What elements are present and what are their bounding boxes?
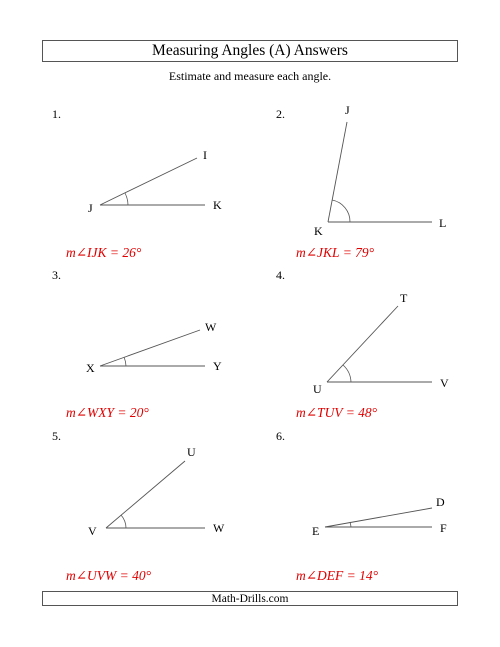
problem-number: 3. xyxy=(52,268,61,282)
angle-arc xyxy=(125,193,128,205)
problem-number: 6. xyxy=(276,429,285,443)
angle-arc xyxy=(332,200,350,222)
problem-number: 5. xyxy=(52,429,61,443)
instructions-text: Estimate and measure each angle. xyxy=(168,69,332,83)
answer-text: m∠UVW = 40° xyxy=(66,568,152,583)
worksheet-title: Measuring Angles (A) Answers xyxy=(42,40,458,62)
angle-arc xyxy=(124,357,126,366)
arm-label: D xyxy=(436,495,445,509)
footer-site: Math-Drills.com xyxy=(42,591,458,606)
angle-ray xyxy=(100,158,197,205)
arm-label: W xyxy=(205,320,217,334)
arm-label: V xyxy=(440,376,449,390)
problem-3 xyxy=(52,268,222,420)
vertex-label: J xyxy=(88,201,93,215)
answer-text: m∠IJK = 26° xyxy=(66,245,142,260)
arm-label: K xyxy=(213,198,222,212)
arm-label: W xyxy=(213,521,225,535)
problem-1 xyxy=(52,107,222,260)
vertex-label: X xyxy=(86,361,95,375)
angle-ray xyxy=(100,330,200,366)
arm-label: F xyxy=(440,521,447,535)
arm-label: I xyxy=(203,148,207,162)
arm-label: J xyxy=(345,103,350,117)
answer-text: m∠WXY = 20° xyxy=(66,405,149,420)
angle-ray xyxy=(106,461,185,528)
arm-label: U xyxy=(187,445,196,459)
vertex-label: E xyxy=(312,524,320,538)
vertex-label: U xyxy=(313,382,322,396)
vertex-label: V xyxy=(88,524,97,538)
answer-text: m∠JKL = 79° xyxy=(296,245,375,260)
arm-label: L xyxy=(439,216,447,230)
vertex-label: K xyxy=(314,224,323,238)
arm-label: T xyxy=(400,291,408,305)
arm-label: Y xyxy=(213,359,222,373)
problem-4 xyxy=(276,268,449,420)
problem-5 xyxy=(52,429,225,583)
problem-number: 4. xyxy=(276,268,285,282)
angle-ray xyxy=(327,306,398,382)
angle-arc xyxy=(121,515,126,528)
problem-number: 2. xyxy=(276,107,285,121)
answer-text: m∠DEF = 14° xyxy=(296,568,379,583)
angle-arc xyxy=(343,365,351,382)
angle-ray xyxy=(325,508,432,527)
problem-6 xyxy=(276,429,447,583)
answer-text: m∠TUV = 48° xyxy=(296,405,378,420)
problem-number: 1. xyxy=(52,107,61,121)
problem-2 xyxy=(276,103,446,260)
